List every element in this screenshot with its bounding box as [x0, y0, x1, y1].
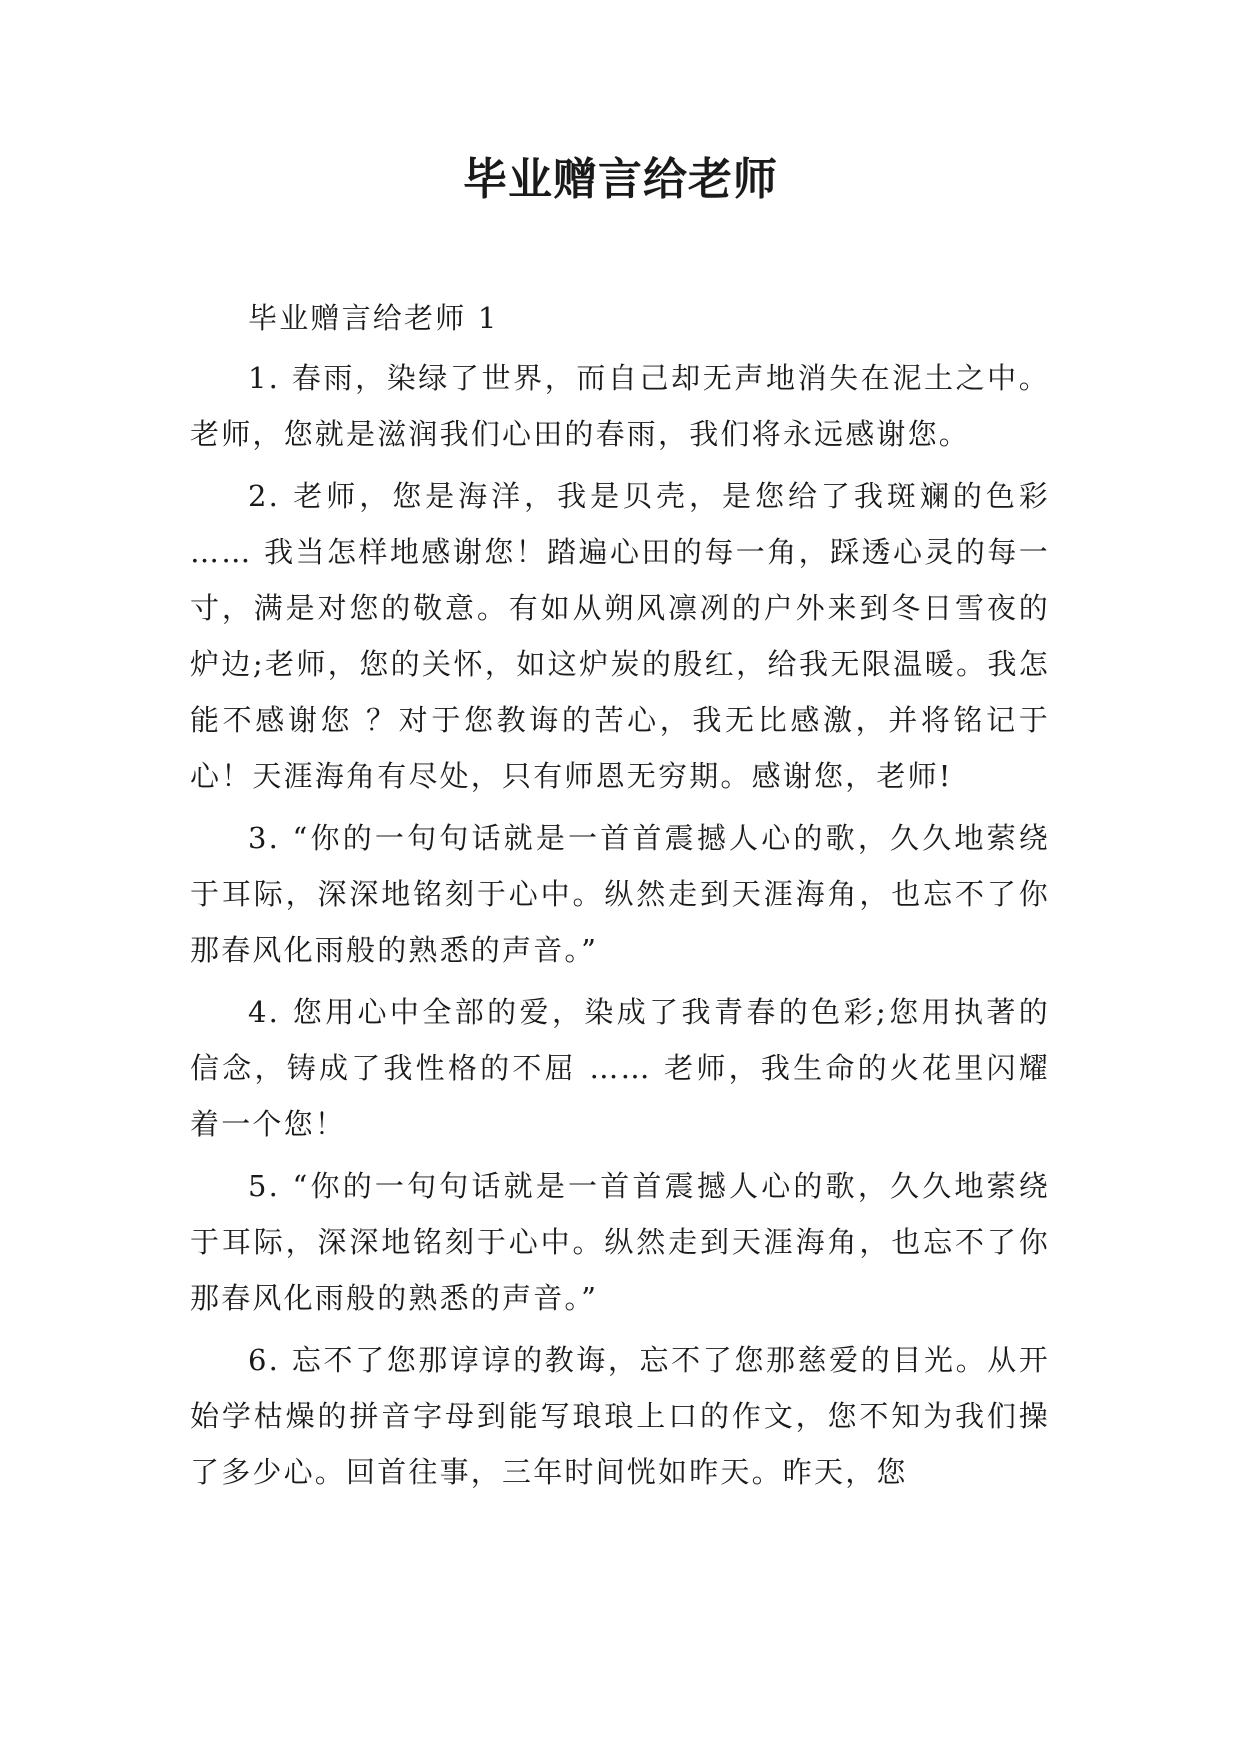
paragraph-6: 6. 忘不了您那谆谆的教诲，忘不了您那慈爱的目光。从开始学枯燥的拼音字母到能写琅琅上口的作文，您不知为我们操了多少心。回首往事，三年时间恍如昨天。昨天，您: [190, 1343, 1050, 1489]
section-heading: 毕业赠言给老师 1: [248, 301, 499, 335]
document-body: [190, 290, 1050, 1506]
paragraph-1: 1. 春雨，染绿了世界，而自己却无声地消失在泥土之中。老师，您就是滋润我们心田的春雨，我们将永远感谢您。: [190, 361, 1050, 451]
paragraph-3: 3. “你的一句句话就是一首首震撼人心的歌，久久地萦绕于耳际，深深地铭刻于心中。纵然走到天涯海角，也忘不了你那春风化雨般的熟悉的声音。”: [190, 821, 1050, 967]
paragraph-4: 4. 您用心中全部的爱，染成了我青春的色彩;您用执著的信念，铸成了我性格的不屈 …… 老师，我生命的火花里闪耀着一个您！: [190, 995, 1050, 1141]
paragraph-2: 2. 老师，您是海洋，我是贝壳，是您给了我斑斓的色彩 …… 我当怎样地感谢您！踏遍心田的每一角，踩透心灵的每一寸，满是对您的敬意。有如从朔风凛冽的户外来到冬日雪夜的炉边;老师，您的关怀，如这炉炭的殷红，给我无限温暖。我怎能不感谢您 ？对于您教诲的苦心，我无比感激，并将铭记于心！天涯海角有尽处，只有师恩无穷期。感谢您，老师!: [190, 479, 1050, 793]
page-title: 毕业赠言给老师: [463, 154, 778, 205]
paragraph-5: 5. “你的一句句话就是一首首震撼人心的歌，久久地萦绕于耳际，深深地铭刻于心中。纵然走到天涯海角，也忘不了你那春风化雨般的熟悉的声音。”: [190, 1169, 1050, 1315]
